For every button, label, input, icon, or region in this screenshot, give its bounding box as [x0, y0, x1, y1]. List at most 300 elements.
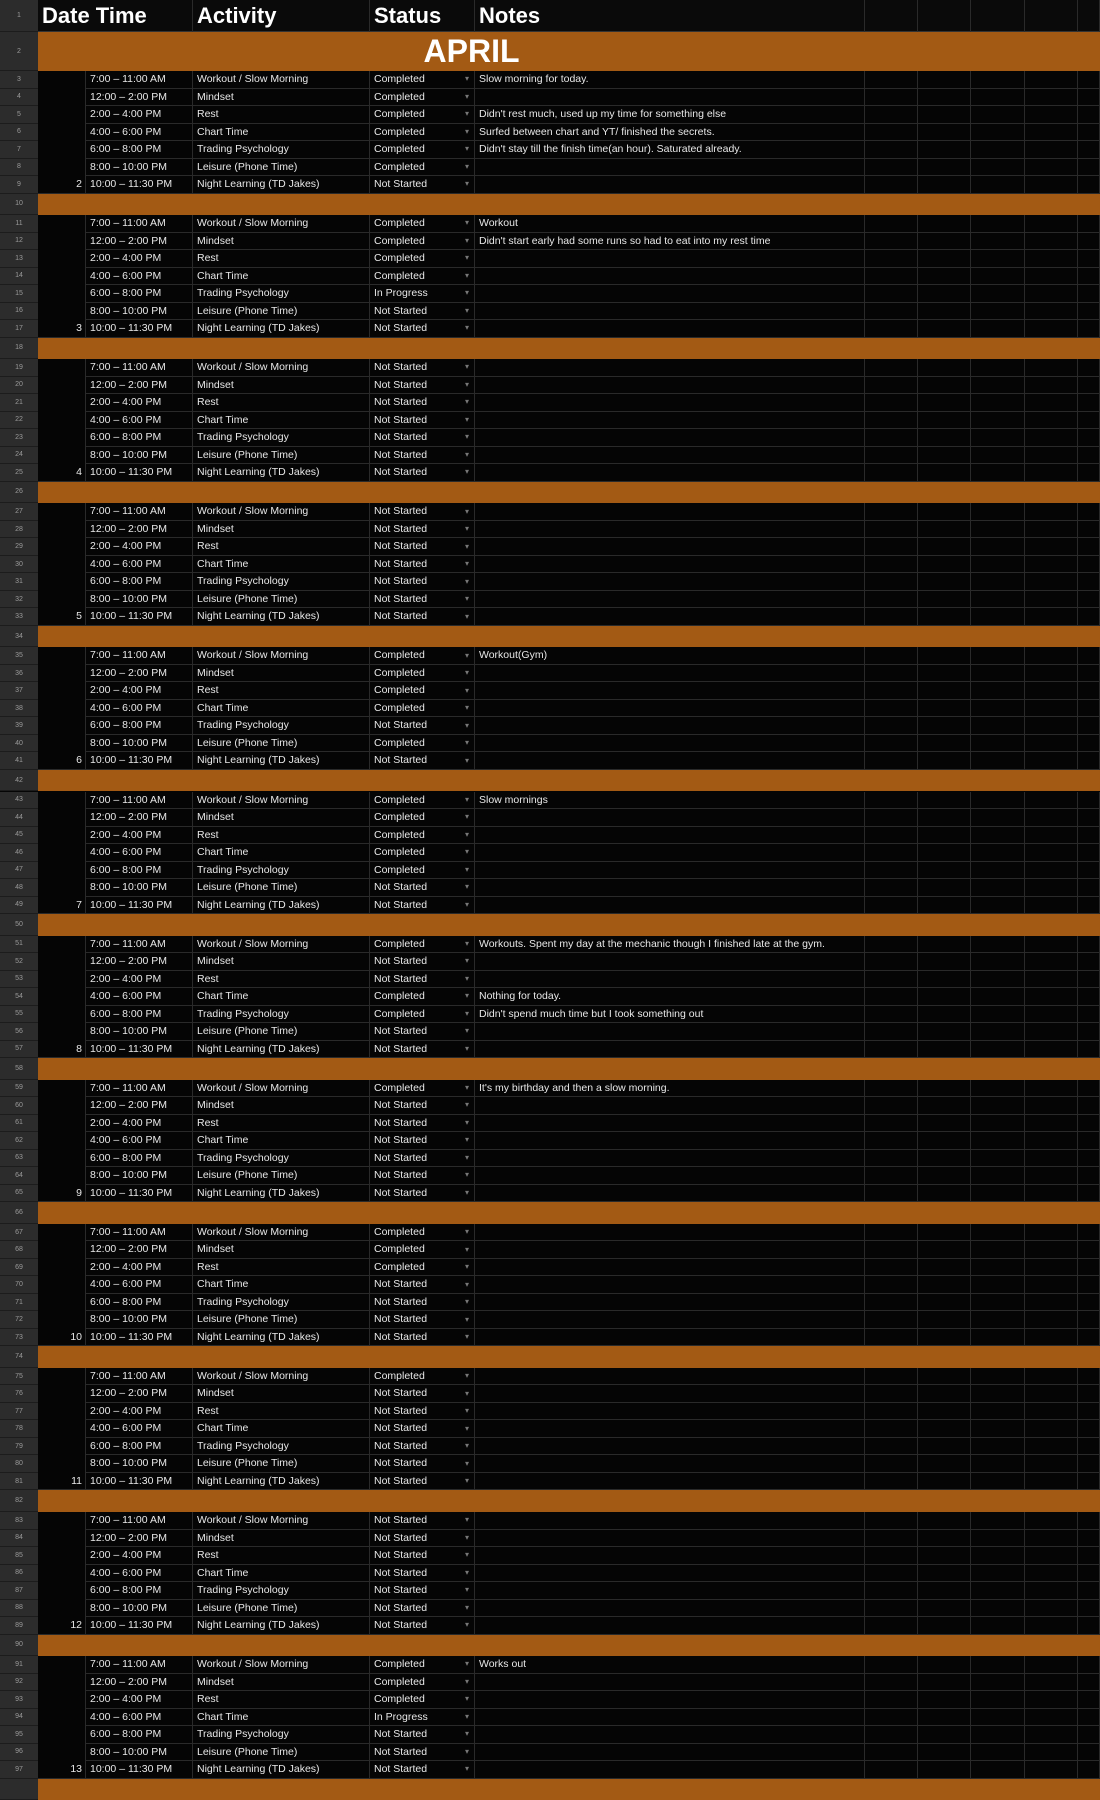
- empty-cell[interactable]: [1025, 1403, 1078, 1421]
- empty-cell[interactable]: [865, 556, 918, 574]
- status-dropdown[interactable]: [370, 971, 475, 989]
- empty-cell[interactable]: [865, 647, 918, 665]
- chevron-down-icon[interactable]: ▾: [464, 755, 469, 765]
- date-cell[interactable]: [38, 936, 86, 954]
- status-dropdown[interactable]: [370, 752, 475, 770]
- chevron-down-icon[interactable]: ▾: [464, 288, 469, 298]
- header-date-time[interactable]: Date Time: [38, 0, 193, 32]
- activity-cell[interactable]: Trading Psychology: [193, 573, 370, 591]
- notes-cell[interactable]: [475, 1224, 865, 1242]
- time-slot-cell[interactable]: 6:00 – 8:00 PM: [86, 1438, 193, 1456]
- date-cell[interactable]: [38, 953, 86, 971]
- status-dropdown[interactable]: [370, 556, 475, 574]
- row-number[interactable]: 10: [0, 194, 38, 216]
- time-slot-cell[interactable]: 2:00 – 4:00 PM: [86, 1403, 193, 1421]
- notes-cell[interactable]: [475, 159, 865, 177]
- date-cell[interactable]: [38, 538, 86, 556]
- status-dropdown[interactable]: [370, 953, 475, 971]
- notes-cell[interactable]: [475, 1329, 865, 1347]
- chevron-down-icon[interactable]: ▾: [464, 1170, 469, 1180]
- chevron-down-icon[interactable]: ▾: [464, 1332, 469, 1342]
- empty-cell[interactable]: [1025, 124, 1078, 142]
- date-cell[interactable]: [38, 1547, 86, 1565]
- date-cell[interactable]: [38, 1080, 86, 1098]
- row-number[interactable]: 23: [0, 429, 38, 447]
- chevron-down-icon[interactable]: ▾: [464, 720, 469, 730]
- date-cell[interactable]: [38, 1709, 86, 1727]
- date-cell[interactable]: [38, 591, 86, 609]
- row-number[interactable]: 24: [0, 447, 38, 465]
- status-dropdown[interactable]: [370, 1167, 475, 1185]
- empty-cell[interactable]: [918, 1115, 971, 1133]
- month-title[interactable]: APRIL: [423, 33, 520, 69]
- date-cell[interactable]: [38, 394, 86, 412]
- empty-cell[interactable]: [865, 1582, 918, 1600]
- time-slot-cell[interactable]: 8:00 – 10:00 PM: [86, 1311, 193, 1329]
- activity-cell[interactable]: Rest: [193, 682, 370, 700]
- empty-cell[interactable]: [1078, 1403, 1100, 1421]
- empty-cell[interactable]: [971, 608, 1025, 626]
- status-dropdown[interactable]: [370, 1311, 475, 1329]
- empty-cell[interactable]: [1078, 320, 1100, 338]
- chevron-down-icon[interactable]: ▾: [464, 1152, 469, 1162]
- activity-cell[interactable]: Mindset: [193, 1674, 370, 1692]
- time-slot-cell[interactable]: 10:00 – 11:30 PM: [86, 1761, 193, 1779]
- empty-cell[interactable]: [865, 1311, 918, 1329]
- time-slot-cell[interactable]: 6:00 – 8:00 PM: [86, 1150, 193, 1168]
- empty-cell[interactable]: [1025, 447, 1078, 465]
- date-cell[interactable]: [38, 71, 86, 89]
- date-cell[interactable]: [38, 1311, 86, 1329]
- row-number[interactable]: 9: [0, 176, 38, 194]
- row-number[interactable]: 69: [0, 1259, 38, 1277]
- activity-cell[interactable]: Night Learning (TD Jakes): [193, 1329, 370, 1347]
- empty-cell[interactable]: [971, 1455, 1025, 1473]
- empty-cell[interactable]: [865, 1656, 918, 1674]
- row-number[interactable]: 70: [0, 1276, 38, 1294]
- date-cell[interactable]: [38, 879, 86, 897]
- status-dropdown[interactable]: [370, 809, 475, 827]
- chevron-down-icon[interactable]: ▾: [464, 1620, 469, 1630]
- notes-cell[interactable]: [475, 89, 865, 107]
- notes-cell[interactable]: [475, 573, 865, 591]
- empty-cell[interactable]: [1025, 1311, 1078, 1329]
- status-dropdown[interactable]: [370, 89, 475, 107]
- time-slot-cell[interactable]: 4:00 – 6:00 PM: [86, 1565, 193, 1583]
- notes-cell[interactable]: [475, 1097, 865, 1115]
- empty-cell[interactable]: [865, 320, 918, 338]
- empty-cell[interactable]: [1078, 503, 1100, 521]
- date-cell[interactable]: [38, 1167, 86, 1185]
- header-notes[interactable]: Notes: [475, 0, 865, 32]
- empty-cell[interactable]: [918, 1726, 971, 1744]
- empty-cell[interactable]: [971, 503, 1025, 521]
- status-dropdown[interactable]: [370, 647, 475, 665]
- empty-cell[interactable]: [918, 521, 971, 539]
- activity-cell[interactable]: Trading Psychology: [193, 1582, 370, 1600]
- empty-cell[interactable]: [865, 1617, 918, 1635]
- empty-cell[interactable]: [865, 176, 918, 194]
- status-dropdown[interactable]: [370, 1023, 475, 1041]
- activity-cell[interactable]: Chart Time: [193, 124, 370, 142]
- empty-cell[interactable]: [865, 682, 918, 700]
- empty-cell[interactable]: [971, 809, 1025, 827]
- date-cell[interactable]: [38, 521, 86, 539]
- status-dropdown[interactable]: [370, 1241, 475, 1259]
- empty-cell[interactable]: [971, 665, 1025, 683]
- empty-cell[interactable]: [1025, 647, 1078, 665]
- activity-cell[interactable]: Mindset: [193, 377, 370, 395]
- notes-cell[interactable]: Didn't spend much time but I took something out: [475, 1006, 865, 1024]
- empty-cell[interactable]: [1078, 573, 1100, 591]
- date-cell[interactable]: [38, 862, 86, 880]
- empty-cell[interactable]: [865, 809, 918, 827]
- notes-cell[interactable]: [475, 591, 865, 609]
- time-slot-cell[interactable]: 8:00 – 10:00 PM: [86, 1023, 193, 1041]
- row-number[interactable]: 13: [0, 250, 38, 268]
- status-dropdown[interactable]: [370, 1726, 475, 1744]
- empty-cell[interactable]: [865, 879, 918, 897]
- empty-cell[interactable]: [971, 215, 1025, 233]
- activity-cell[interactable]: Chart Time: [193, 700, 370, 718]
- empty-cell[interactable]: [1025, 1709, 1078, 1727]
- empty-cell[interactable]: [865, 429, 918, 447]
- empty-cell[interactable]: [918, 1241, 971, 1259]
- empty-cell[interactable]: [1025, 320, 1078, 338]
- status-dropdown[interactable]: [370, 412, 475, 430]
- empty-cell[interactable]: [1025, 879, 1078, 897]
- empty-cell[interactable]: [918, 988, 971, 1006]
- notes-cell[interactable]: [475, 1150, 865, 1168]
- row-number[interactable]: 1: [0, 0, 38, 32]
- empty-cell[interactable]: [865, 124, 918, 142]
- empty-cell[interactable]: [918, 1294, 971, 1312]
- empty-cell[interactable]: [971, 1656, 1025, 1674]
- notes-cell[interactable]: [475, 250, 865, 268]
- row-number[interactable]: 64: [0, 1167, 38, 1185]
- row-number[interactable]: 89: [0, 1617, 38, 1635]
- empty-cell[interactable]: [918, 1455, 971, 1473]
- empty-cell[interactable]: [918, 1617, 971, 1635]
- status-dropdown[interactable]: [370, 464, 475, 482]
- empty-cell[interactable]: [1078, 429, 1100, 447]
- empty-cell[interactable]: [918, 215, 971, 233]
- time-slot-cell[interactable]: 6:00 – 8:00 PM: [86, 717, 193, 735]
- date-cell[interactable]: [38, 1582, 86, 1600]
- row-number[interactable]: 68: [0, 1241, 38, 1259]
- empty-cell[interactable]: [971, 792, 1025, 810]
- empty-cell[interactable]: [971, 1132, 1025, 1150]
- row-number[interactable]: 49: [0, 897, 38, 915]
- activity-cell[interactable]: Workout / Slow Morning: [193, 1368, 370, 1386]
- chevron-down-icon[interactable]: ▾: [464, 1082, 469, 1092]
- empty-cell[interactable]: [1025, 665, 1078, 683]
- activity-cell[interactable]: Chart Time: [193, 1420, 370, 1438]
- row-number[interactable]: 20: [0, 377, 38, 395]
- empty-cell[interactable]: [1078, 1565, 1100, 1583]
- activity-cell[interactable]: Leisure (Phone Time): [193, 879, 370, 897]
- time-slot-cell[interactable]: 4:00 – 6:00 PM: [86, 844, 193, 862]
- row-number[interactable]: 60: [0, 1097, 38, 1115]
- activity-cell[interactable]: Trading Psychology: [193, 429, 370, 447]
- empty-cell[interactable]: [918, 176, 971, 194]
- time-slot-cell[interactable]: 10:00 – 11:30 PM: [86, 464, 193, 482]
- empty-cell[interactable]: [1025, 717, 1078, 735]
- activity-cell[interactable]: Mindset: [193, 953, 370, 971]
- chevron-down-icon[interactable]: ▾: [464, 305, 469, 315]
- status-dropdown[interactable]: [370, 1530, 475, 1548]
- empty-cell[interactable]: [918, 591, 971, 609]
- time-slot-cell[interactable]: 7:00 – 11:00 AM: [86, 359, 193, 377]
- empty-cell[interactable]: [1025, 359, 1078, 377]
- header-empty[interactable]: [918, 0, 971, 32]
- empty-cell[interactable]: [918, 556, 971, 574]
- chevron-down-icon[interactable]: ▾: [464, 1515, 469, 1525]
- empty-cell[interactable]: [1078, 988, 1100, 1006]
- time-slot-cell[interactable]: 2:00 – 4:00 PM: [86, 682, 193, 700]
- notes-cell[interactable]: Didn't stay till the finish time(an hour). Saturated already.: [475, 141, 865, 159]
- notes-cell[interactable]: [475, 556, 865, 574]
- empty-cell[interactable]: [865, 141, 918, 159]
- empty-cell[interactable]: [1078, 1329, 1100, 1347]
- time-slot-cell[interactable]: 8:00 – 10:00 PM: [86, 879, 193, 897]
- row-number[interactable]: 25: [0, 464, 38, 482]
- chevron-down-icon[interactable]: ▾: [464, 1458, 469, 1468]
- date-cell[interactable]: [38, 792, 86, 810]
- activity-cell[interactable]: Leisure (Phone Time): [193, 735, 370, 753]
- empty-cell[interactable]: [918, 953, 971, 971]
- empty-cell[interactable]: [865, 988, 918, 1006]
- empty-cell[interactable]: [918, 792, 971, 810]
- chevron-down-icon[interactable]: ▾: [464, 1135, 469, 1145]
- empty-cell[interactable]: [971, 124, 1025, 142]
- empty-cell[interactable]: [1078, 1709, 1100, 1727]
- activity-cell[interactable]: Leisure (Phone Time): [193, 1023, 370, 1041]
- date-cell[interactable]: [38, 809, 86, 827]
- chevron-down-icon[interactable]: ▾: [464, 1297, 469, 1307]
- empty-cell[interactable]: [1025, 1761, 1078, 1779]
- activity-cell[interactable]: Trading Psychology: [193, 1006, 370, 1024]
- empty-cell[interactable]: [918, 573, 971, 591]
- row-number[interactable]: 17: [0, 320, 38, 338]
- empty-cell[interactable]: [918, 268, 971, 286]
- row-number[interactable]: [0, 1779, 38, 1800]
- activity-cell[interactable]: Night Learning (TD Jakes): [193, 1473, 370, 1491]
- notes-cell[interactable]: Workouts. Spent my day at the mechanic though I finished late at the gym.: [475, 936, 865, 954]
- row-number[interactable]: 37: [0, 682, 38, 700]
- row-number[interactable]: 78: [0, 1420, 38, 1438]
- row-number[interactable]: 8: [0, 159, 38, 177]
- chevron-down-icon[interactable]: ▾: [464, 1746, 469, 1756]
- date-cell[interactable]: [38, 1368, 86, 1386]
- notes-cell[interactable]: [475, 447, 865, 465]
- empty-cell[interactable]: [918, 1530, 971, 1548]
- empty-cell[interactable]: [1078, 647, 1100, 665]
- chevron-down-icon[interactable]: ▾: [464, 1187, 469, 1197]
- empty-cell[interactable]: [865, 862, 918, 880]
- empty-cell[interactable]: [1025, 809, 1078, 827]
- status-dropdown[interactable]: [370, 844, 475, 862]
- row-number[interactable]: 86: [0, 1565, 38, 1583]
- date-cell[interactable]: [38, 106, 86, 124]
- notes-cell[interactable]: [475, 285, 865, 303]
- date-cell[interactable]: 9: [38, 1185, 86, 1203]
- chevron-down-icon[interactable]: ▾: [464, 1117, 469, 1127]
- empty-cell[interactable]: [1025, 1385, 1078, 1403]
- empty-cell[interactable]: [1078, 971, 1100, 989]
- empty-cell[interactable]: [865, 700, 918, 718]
- row-number[interactable]: 26: [0, 482, 38, 504]
- empty-cell[interactable]: [1025, 591, 1078, 609]
- row-number[interactable]: 95: [0, 1726, 38, 1744]
- empty-cell[interactable]: [918, 1185, 971, 1203]
- empty-cell[interactable]: [918, 665, 971, 683]
- chevron-down-icon[interactable]: ▾: [464, 847, 469, 857]
- empty-cell[interactable]: [1025, 1691, 1078, 1709]
- empty-cell[interactable]: [865, 1167, 918, 1185]
- date-cell[interactable]: [38, 1674, 86, 1692]
- status-dropdown[interactable]: [370, 320, 475, 338]
- activity-cell[interactable]: Chart Time: [193, 1709, 370, 1727]
- time-slot-cell[interactable]: 6:00 – 8:00 PM: [86, 573, 193, 591]
- row-number[interactable]: 55: [0, 1006, 38, 1024]
- notes-cell[interactable]: [475, 320, 865, 338]
- activity-cell[interactable]: Rest: [193, 1115, 370, 1133]
- time-slot-cell[interactable]: 12:00 – 2:00 PM: [86, 1097, 193, 1115]
- date-cell[interactable]: [38, 215, 86, 233]
- status-dropdown[interactable]: [370, 988, 475, 1006]
- empty-cell[interactable]: [918, 844, 971, 862]
- empty-cell[interactable]: [1025, 1006, 1078, 1024]
- notes-cell[interactable]: [475, 1600, 865, 1618]
- chevron-down-icon[interactable]: ▾: [464, 1100, 469, 1110]
- chevron-down-icon[interactable]: ▾: [464, 650, 469, 660]
- notes-cell[interactable]: [475, 752, 865, 770]
- status-dropdown[interactable]: [370, 233, 475, 251]
- status-dropdown[interactable]: [370, 1259, 475, 1277]
- activity-cell[interactable]: Workout / Slow Morning: [193, 1656, 370, 1674]
- empty-cell[interactable]: [865, 897, 918, 915]
- empty-cell[interactable]: [1025, 1530, 1078, 1548]
- status-dropdown[interactable]: [370, 250, 475, 268]
- empty-cell[interactable]: [918, 682, 971, 700]
- chevron-down-icon[interactable]: ▾: [464, 938, 469, 948]
- empty-cell[interactable]: [1078, 124, 1100, 142]
- notes-cell[interactable]: Didn't start early had some runs so had to eat into my rest time: [475, 233, 865, 251]
- row-number[interactable]: 7: [0, 141, 38, 159]
- time-slot-cell[interactable]: 7:00 – 11:00 AM: [86, 1080, 193, 1098]
- empty-cell[interactable]: [971, 1097, 1025, 1115]
- empty-cell[interactable]: [865, 377, 918, 395]
- status-dropdown[interactable]: [370, 700, 475, 718]
- activity-cell[interactable]: Mindset: [193, 1241, 370, 1259]
- row-number[interactable]: 34: [0, 626, 38, 648]
- chevron-down-icon[interactable]: ▾: [464, 323, 469, 333]
- activity-cell[interactable]: Leisure (Phone Time): [193, 1455, 370, 1473]
- date-cell[interactable]: 2: [38, 176, 86, 194]
- time-slot-cell[interactable]: 6:00 – 8:00 PM: [86, 1726, 193, 1744]
- empty-cell[interactable]: [1078, 1582, 1100, 1600]
- empty-cell[interactable]: [1025, 608, 1078, 626]
- status-dropdown[interactable]: [370, 71, 475, 89]
- row-number[interactable]: 87: [0, 1582, 38, 1600]
- empty-cell[interactable]: [1078, 665, 1100, 683]
- time-slot-cell[interactable]: 2:00 – 4:00 PM: [86, 1547, 193, 1565]
- activity-cell[interactable]: Workout / Slow Morning: [193, 359, 370, 377]
- row-number[interactable]: 65: [0, 1185, 38, 1203]
- date-cell[interactable]: [38, 700, 86, 718]
- chevron-down-icon[interactable]: ▾: [464, 91, 469, 101]
- date-cell[interactable]: [38, 1276, 86, 1294]
- empty-cell[interactable]: [971, 1224, 1025, 1242]
- activity-cell[interactable]: Rest: [193, 538, 370, 556]
- empty-cell[interactable]: [865, 1726, 918, 1744]
- notes-cell[interactable]: [475, 1691, 865, 1709]
- notes-cell[interactable]: [475, 1512, 865, 1530]
- notes-cell[interactable]: [475, 1744, 865, 1762]
- notes-cell[interactable]: [475, 1761, 865, 1779]
- empty-cell[interactable]: [918, 1097, 971, 1115]
- empty-cell[interactable]: [971, 1311, 1025, 1329]
- row-number[interactable]: 50: [0, 914, 38, 936]
- activity-cell[interactable]: Rest: [193, 250, 370, 268]
- empty-cell[interactable]: [1025, 538, 1078, 556]
- status-dropdown[interactable]: [370, 1455, 475, 1473]
- empty-cell[interactable]: [971, 752, 1025, 770]
- empty-cell[interactable]: [865, 1547, 918, 1565]
- time-slot-cell[interactable]: 12:00 – 2:00 PM: [86, 1530, 193, 1548]
- empty-cell[interactable]: [865, 303, 918, 321]
- empty-cell[interactable]: [1078, 1473, 1100, 1491]
- chevron-down-icon[interactable]: ▾: [464, 1729, 469, 1739]
- empty-cell[interactable]: [865, 1512, 918, 1530]
- notes-cell[interactable]: [475, 1259, 865, 1277]
- empty-cell[interactable]: [865, 285, 918, 303]
- notes-cell[interactable]: [475, 879, 865, 897]
- notes-cell[interactable]: [475, 1276, 865, 1294]
- row-number[interactable]: 97: [0, 1761, 38, 1779]
- date-cell[interactable]: [38, 1023, 86, 1041]
- empty-cell[interactable]: [971, 159, 1025, 177]
- time-slot-cell[interactable]: 6:00 – 8:00 PM: [86, 429, 193, 447]
- chevron-down-icon[interactable]: ▾: [464, 449, 469, 459]
- status-dropdown[interactable]: [370, 521, 475, 539]
- time-slot-cell[interactable]: 10:00 – 11:30 PM: [86, 1185, 193, 1203]
- status-dropdown[interactable]: [370, 1080, 475, 1098]
- chevron-down-icon[interactable]: ▾: [464, 126, 469, 136]
- activity-cell[interactable]: Leisure (Phone Time): [193, 1744, 370, 1762]
- row-number[interactable]: 38: [0, 700, 38, 718]
- activity-cell[interactable]: Rest: [193, 971, 370, 989]
- activity-cell[interactable]: Rest: [193, 1691, 370, 1709]
- empty-cell[interactable]: [865, 1438, 918, 1456]
- time-slot-cell[interactable]: 7:00 – 11:00 AM: [86, 1656, 193, 1674]
- chevron-down-icon[interactable]: ▾: [464, 432, 469, 442]
- time-slot-cell[interactable]: 12:00 – 2:00 PM: [86, 953, 193, 971]
- time-slot-cell[interactable]: 12:00 – 2:00 PM: [86, 665, 193, 683]
- time-slot-cell[interactable]: 6:00 – 8:00 PM: [86, 1582, 193, 1600]
- empty-cell[interactable]: [971, 1080, 1025, 1098]
- empty-cell[interactable]: [1025, 1150, 1078, 1168]
- status-dropdown[interactable]: [370, 503, 475, 521]
- empty-cell[interactable]: [971, 1150, 1025, 1168]
- notes-cell[interactable]: [475, 412, 865, 430]
- date-cell[interactable]: [38, 556, 86, 574]
- row-number[interactable]: 43: [0, 792, 38, 810]
- empty-cell[interactable]: [918, 1744, 971, 1762]
- row-number[interactable]: 5: [0, 106, 38, 124]
- notes-cell[interactable]: [475, 1167, 865, 1185]
